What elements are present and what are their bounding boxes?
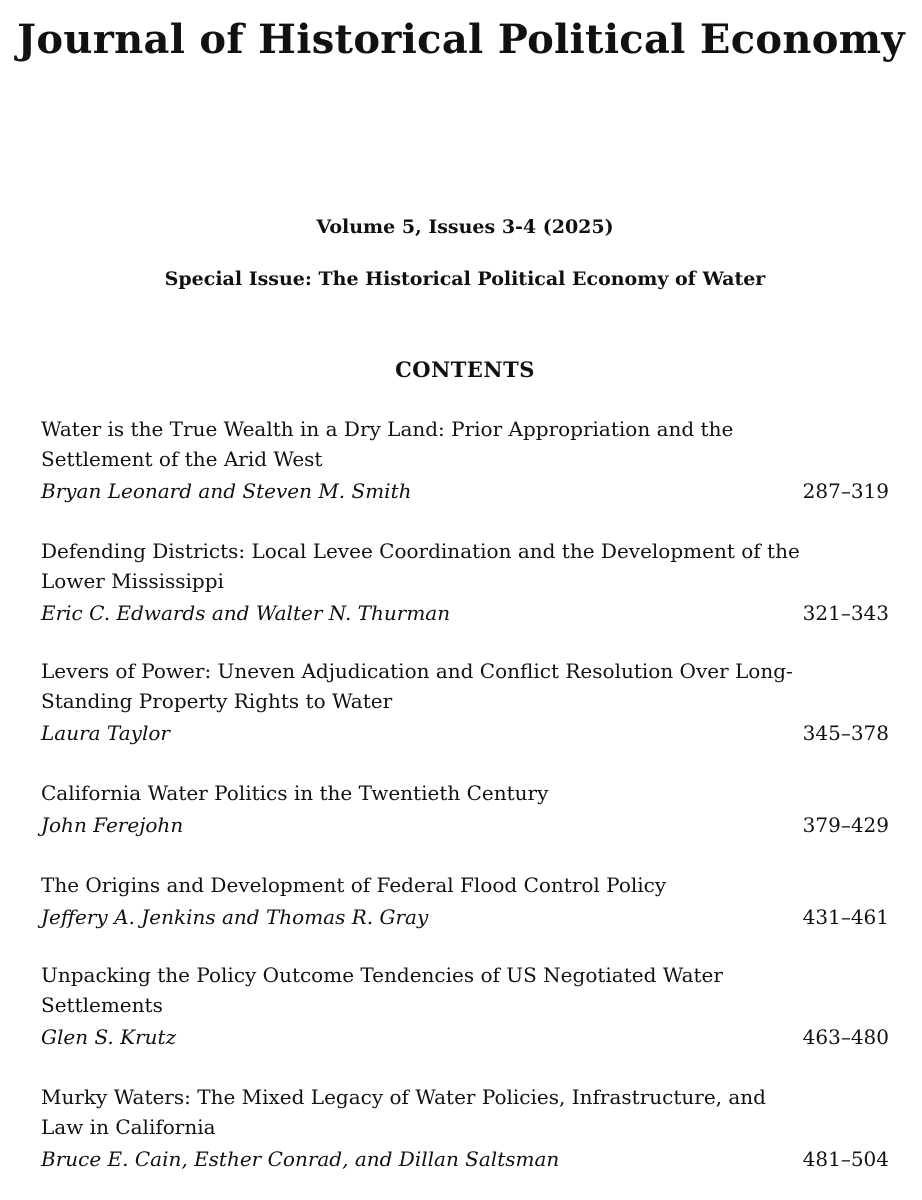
toc-entry (41, 960, 889, 1054)
article-authors: Bryan Leonard and Steven M. Smith (41, 479, 412, 503)
article-pages: 481–504 (802, 1147, 889, 1171)
article-meta (41, 718, 889, 750)
article-authors: Eric C. Edwards and Walter N. Thurman (41, 601, 451, 625)
article-title: Levers of Power: Uneven Adjudication and Conflict Resolution Over Long-Standing Property Rights to Water (41, 659, 793, 713)
contents-heading: CONTENTS (395, 357, 535, 382)
article-meta (41, 902, 889, 934)
article-meta (41, 476, 889, 508)
article-title: Unpacking the Policy Outcome Tendencies of US Negotiated Water Settlements (41, 963, 723, 1017)
toc-entry (41, 656, 889, 750)
toc-entry (41, 536, 889, 630)
journal-title: Journal of Historical Political Economy (17, 16, 905, 63)
article-title: Water is the True Wealth in a Dry Land: Prior Appropriation and the Settlement of the Arid West (41, 417, 734, 471)
toc-entry (41, 870, 889, 934)
article-authors: Glen S. Krutz (41, 1025, 177, 1049)
volume-line: Volume 5, Issues 3-4 (2025) (316, 216, 614, 238)
toc-entry (41, 414, 889, 508)
article-pages: 345–378 (802, 721, 889, 745)
article-meta (41, 598, 889, 630)
article-meta (41, 1022, 889, 1054)
article-authors: John Ferejohn (41, 813, 184, 837)
article-title: California Water Politics in the Twentieth Century (41, 781, 549, 805)
toc-entry (41, 778, 889, 842)
article-meta (41, 810, 889, 842)
special-issue-line: Special Issue: The Historical Political Economy of Water (164, 268, 766, 290)
article-pages: 321–343 (802, 601, 889, 625)
article-title: The Origins and Development of Federal Flood Control Policy (41, 873, 667, 897)
article-pages: 287–319 (802, 479, 889, 503)
toc-entry (41, 1082, 889, 1176)
article-title: Murky Waters: The Mixed Legacy of Water Policies, Infrastructure, and Law in California (41, 1085, 766, 1139)
article-pages: 463–480 (802, 1025, 889, 1049)
article-authors: Laura Taylor (41, 721, 170, 745)
article-authors: Bruce E. Cain, Esther Conrad, and Dillan Saltsman (41, 1147, 560, 1171)
article-pages: 379–429 (802, 813, 889, 837)
article-meta (41, 1144, 889, 1176)
article-authors: Jeffery A. Jenkins and Thomas R. Gray (41, 905, 429, 929)
article-pages: 431–461 (802, 905, 889, 929)
article-title: Defending Districts: Local Levee Coordination and the Development of the Lower Mississippi (41, 539, 800, 593)
